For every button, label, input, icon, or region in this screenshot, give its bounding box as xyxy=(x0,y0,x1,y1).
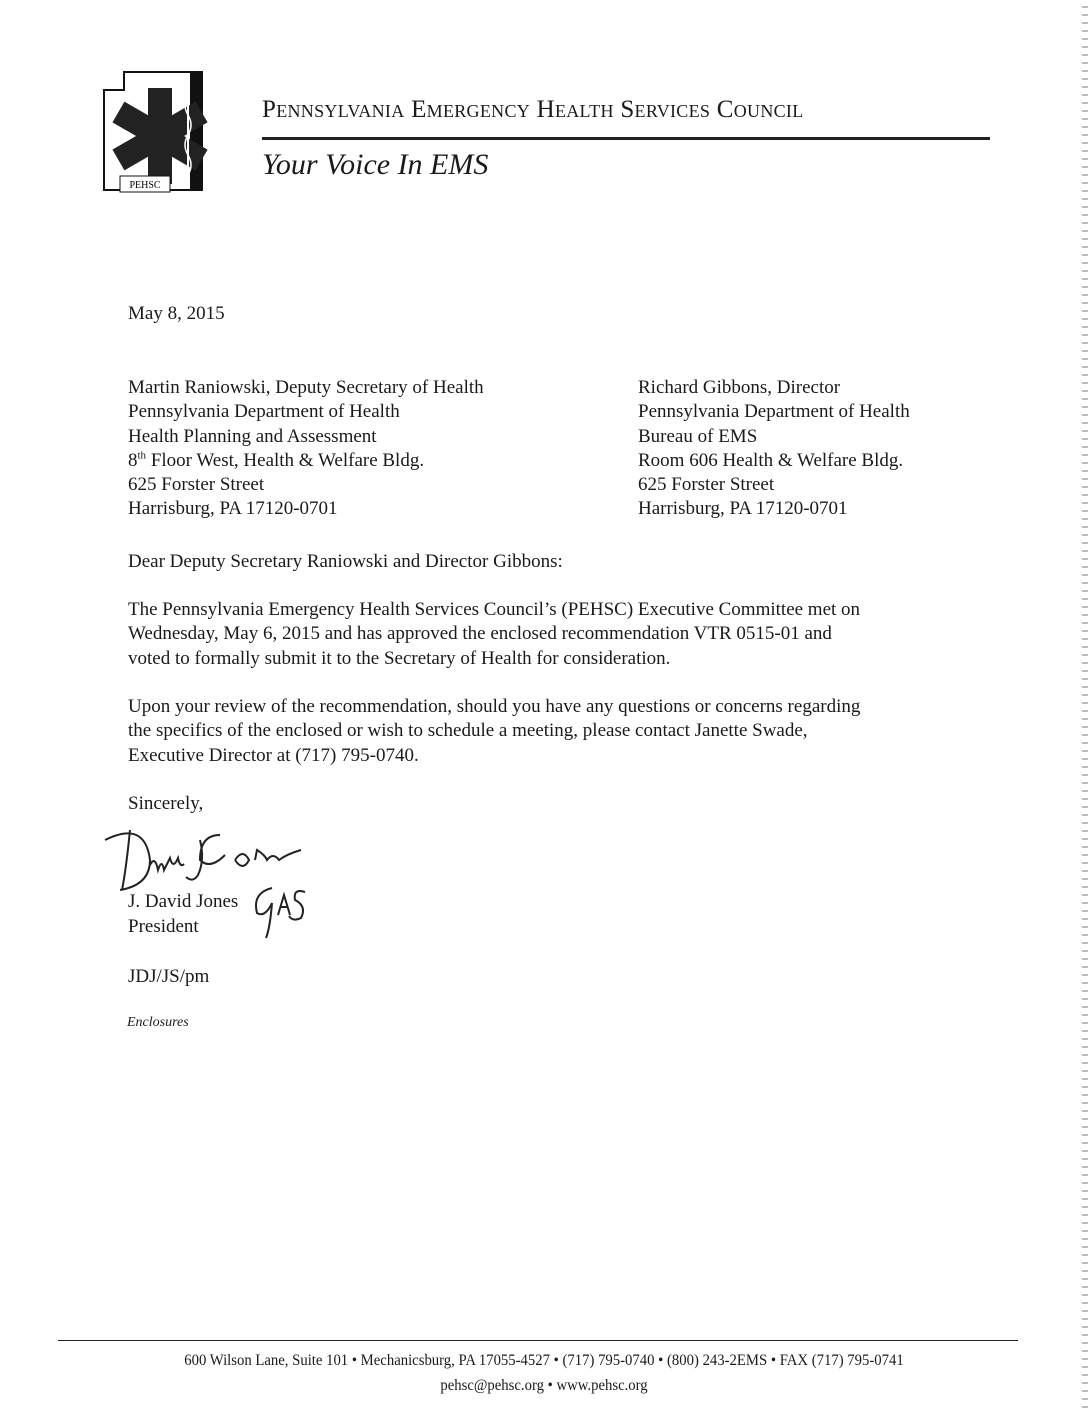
floor-text: Floor West, Health & Welfare Bldg. xyxy=(146,449,425,471)
closing: Sincerely, xyxy=(128,793,204,814)
floor-suffix: th xyxy=(137,449,147,462)
recipient-left-address xyxy=(128,376,484,522)
letter-date: May 8, 2015 xyxy=(128,303,225,324)
footer-address: 600 Wilson Lane, Suite 101 • Mechanicsburg, PA 17055-4527 • (717) 795-0740 • (800) 243-2EMS • FAX (717) 795-0741 xyxy=(184,1352,904,1369)
floor-number: 8 xyxy=(128,449,138,471)
signer-title: President xyxy=(128,916,199,937)
pehsc-logo xyxy=(100,70,210,200)
address-line xyxy=(128,449,484,473)
address-line: Harrisburg, PA 17120-0701 xyxy=(128,498,338,520)
signer-name: J. David Jones xyxy=(128,891,239,912)
footer-rule xyxy=(58,1340,1018,1341)
address-line: Pennsylvania Department of Health xyxy=(128,401,400,423)
paragraph-line: voted to formally submit it to the Secretary of Health for consideration. xyxy=(128,647,671,669)
paragraph-line: Upon your review of the recommendation, should you have any questions or concerns regarding xyxy=(128,696,861,717)
body-paragraph-1 xyxy=(128,598,860,671)
address-line: Health Planning and Assessment xyxy=(128,425,377,447)
letterhead-rule xyxy=(262,137,990,140)
tagline: Your Voice In EMS xyxy=(262,148,489,181)
body-paragraph-2 xyxy=(128,695,860,768)
paragraph-line: Executive Director at (717) 795-0740. xyxy=(128,744,419,766)
reference-initials: JDJ/JS/pm xyxy=(128,966,210,987)
paragraph-line: Wednesday, May 6, 2015 and has approved the enclosed recommendation VTR 0515-01 and xyxy=(128,623,832,645)
salutation: Dear Deputy Secretary Raniowski and Director Gibbons: xyxy=(128,551,563,572)
address-line: Harrisburg, PA 17120-0701 xyxy=(638,498,848,520)
recipient-right-address xyxy=(638,376,910,522)
footer-contact: pehsc@pehsc.org • www.pehsc.org xyxy=(440,1377,648,1394)
address-line: Martin Raniowski, Deputy Secretary of Health xyxy=(128,377,484,398)
address-line: Richard Gibbons, Director xyxy=(638,377,841,398)
address-line: 625 Forster Street xyxy=(638,474,775,496)
address-line: 625 Forster Street xyxy=(128,474,265,496)
address-line: Room 606 Health & Welfare Bldg. xyxy=(638,449,904,471)
scan-edge xyxy=(1082,0,1088,1408)
initials-signature xyxy=(250,880,330,945)
enclosures-note: Enclosures xyxy=(127,1015,189,1030)
paragraph-line: The Pennsylvania Emergency Health Services Council’s (PEHSC) Executive Committee met on xyxy=(128,599,861,620)
paragraph-line: the specifics of the enclosed or wish to schedule a meeting, please contact Janette Swade, xyxy=(128,720,808,742)
address-line: Pennsylvania Department of Health xyxy=(638,401,910,423)
organization-name: Pennsylvania Emergency Health Services Council xyxy=(262,96,804,123)
svg-text:PEHSC: PEHSC xyxy=(129,180,161,191)
address-line: Bureau of EMS xyxy=(638,425,758,447)
